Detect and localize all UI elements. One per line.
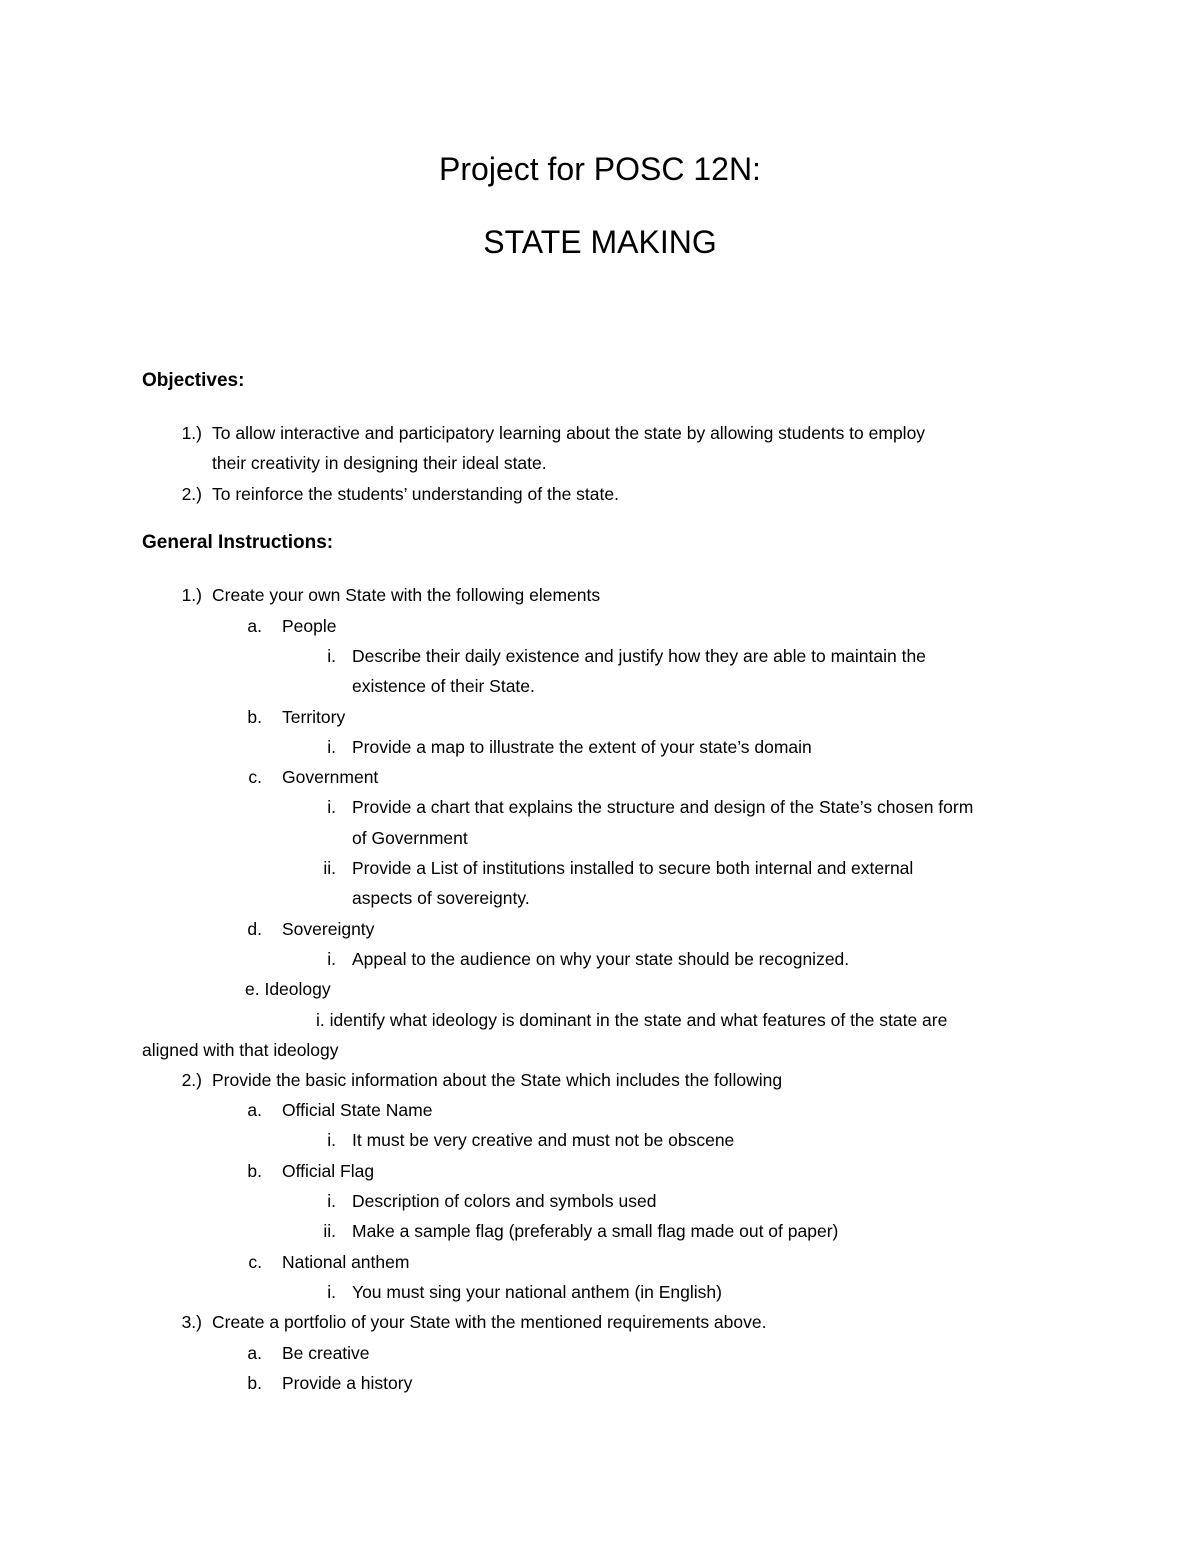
instruction-1d-i-marker: i. (327, 949, 336, 969)
document-subtitle: STATE MAKING (483, 224, 717, 260)
instruction-2c-marker: c. (248, 1252, 262, 1272)
instruction-1b-text: Territory (282, 707, 346, 727)
objective-1-line-2: their creativity in designing their ideal state. (212, 453, 547, 473)
instruction-3a-text: Be creative (282, 1343, 370, 1363)
instruction-2a-i-marker: i. (327, 1130, 336, 1150)
instruction-3-text: Create a portfolio of your State with the mentioned requirements above. (212, 1312, 767, 1332)
instruction-1c-ii-line-1: Provide a List of institutions installed to secure both internal and external (352, 858, 914, 878)
instruction-2-text: Provide the basic information about the State which includes the following (212, 1070, 783, 1090)
instruction-1c-marker: c. (248, 767, 262, 787)
instruction-2b-ii-text: Make a sample flag (preferably a small flag made out of paper) (352, 1221, 839, 1241)
objective-2-line-1: To reinforce the students’ understanding of the state. (212, 484, 619, 504)
instruction-1e-text: e. Ideology (245, 979, 331, 999)
instruction-2b-i-text: Description of colors and symbols used (352, 1191, 657, 1211)
instruction-3-marker: 3.) (181, 1312, 202, 1332)
instruction-1c-ii-line-2: aspects of sovereignty. (352, 888, 530, 908)
instruction-1c-i-line-2: of Government (352, 828, 468, 848)
instruction-1c-text: Government (282, 767, 379, 787)
instruction-2b-marker: b. (247, 1161, 262, 1181)
instruction-2b-ii-marker: ii. (323, 1221, 336, 1241)
instruction-2b-i-marker: i. (327, 1191, 336, 1211)
instruction-1a-marker: a. (247, 616, 262, 636)
instruction-3b-text: Provide a history (282, 1373, 413, 1393)
instruction-1c-i-marker: i. (327, 797, 336, 817)
instruction-3a-marker: a. (247, 1343, 262, 1363)
document-title: Project for POSC 12N: (439, 151, 761, 187)
instruction-3b-marker: b. (247, 1373, 262, 1393)
instruction-2b-text: Official Flag (282, 1161, 375, 1181)
instruction-1c-i-line-1: Provide a chart that explains the structure and design of the State’s chosen form (352, 797, 974, 817)
objective-1-marker: 1.) (181, 423, 202, 443)
instruction-2a-marker: a. (247, 1100, 262, 1120)
instruction-1a-i-line-2: existence of their State. (352, 676, 535, 696)
instruction-2a-i-text: It must be very creative and must not be obscene (352, 1130, 735, 1150)
objective-2-marker: 2.) (181, 484, 202, 504)
instruction-2c-i-text: You must sing your national anthem (in English) (352, 1282, 722, 1302)
instruction-1c-ii-marker: ii. (323, 858, 336, 878)
instruction-1e-i-line-2: aligned with that ideology (142, 1040, 339, 1060)
instruction-2c-i-marker: i. (327, 1282, 336, 1302)
instruction-1b-i-marker: i. (327, 737, 336, 757)
instruction-1b-marker: b. (247, 707, 262, 727)
instruction-1a-i-line-1: Describe their daily existence and justify how they are able to maintain the (352, 646, 926, 666)
instruction-2a-text: Official State Name (282, 1100, 433, 1120)
instruction-1e-i-line-1: i. identify what ideology is dominant in the state and what features of the state are (316, 1010, 948, 1030)
instruction-1b-i-line-1: Provide a map to illustrate the extent of your state’s domain (352, 737, 812, 757)
instruction-1d-marker: d. (247, 919, 262, 939)
instruction-1a-i-marker: i. (327, 646, 336, 666)
instruction-1a-text: People (282, 616, 337, 636)
objective-1-line-1: To allow interactive and participatory learning about the state by allowing students to employ (212, 423, 926, 443)
instruction-1d-text: Sovereignty (282, 919, 375, 939)
instruction-1d-i-line-1: Appeal to the audience on why your state should be recognized. (352, 949, 850, 969)
instruction-1-text: Create your own State with the following elements (212, 585, 601, 605)
instruction-2c-text: National anthem (282, 1252, 410, 1272)
instruction-2-marker: 2.) (181, 1070, 202, 1090)
instructions-heading: General Instructions: (142, 532, 334, 553)
instruction-1-marker: 1.) (181, 585, 202, 605)
objectives-heading: Objectives: (142, 370, 245, 391)
